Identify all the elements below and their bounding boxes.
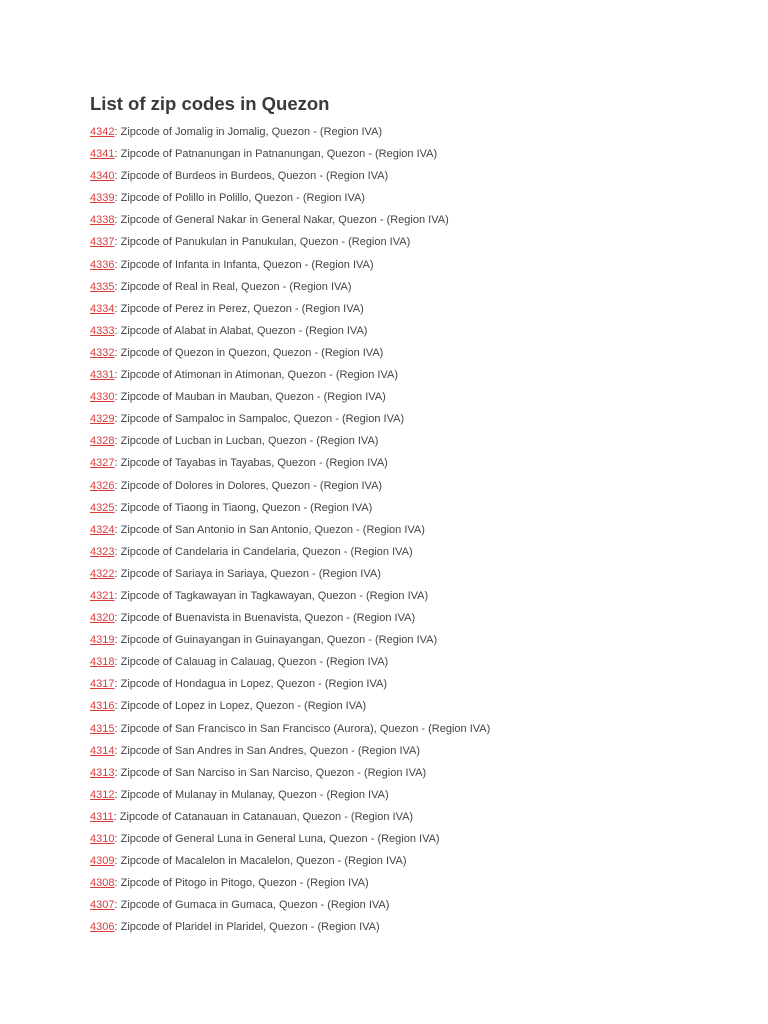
separator: :: [114, 899, 121, 912]
list-item: [90, 740, 730, 762]
zip-code-link[interactable]: 4317: [90, 678, 115, 691]
zip-code-link[interactable]: 4311: [90, 810, 114, 823]
zip-code-link[interactable]: 4342: [90, 126, 115, 138]
separator: :: [114, 501, 121, 514]
list-item: [90, 143, 730, 165]
separator: :: [114, 545, 121, 558]
list-item: [90, 563, 730, 585]
zip-code-link[interactable]: 4325: [90, 501, 115, 514]
list-item: [90, 629, 730, 651]
separator: :: [114, 921, 121, 934]
zip-code-link[interactable]: 4312: [90, 788, 115, 801]
list-item: [90, 254, 730, 276]
document-content: [90, 90, 730, 938]
zip-code-link[interactable]: 4337: [90, 236, 115, 249]
list-item: [90, 342, 730, 364]
zip-code-description: Zipcode of Candelaria in Candelaria, Quezon - (Region IVA): [120, 545, 413, 558]
zip-code-link[interactable]: 4309: [90, 855, 115, 868]
zip-code-description: Zipcode of Mulanay in Mulanay, Quezon - (Region IVA): [120, 788, 389, 801]
list-item: [90, 673, 730, 695]
separator: :: [114, 612, 121, 625]
zip-code-link[interactable]: 4332: [90, 346, 115, 359]
zip-code-description: Zipcode of San Francisco in San Francisco (Aurora), Quezon - (Region IVA): [120, 722, 491, 735]
separator: :: [114, 722, 121, 735]
zip-code-link[interactable]: 4313: [90, 766, 115, 779]
zip-code-link[interactable]: 4319: [90, 634, 115, 647]
zip-code-description: Zipcode of Dolores in Dolores, Quezon - (Region IVA): [120, 479, 383, 492]
zip-code-link[interactable]: 4324: [90, 523, 115, 536]
separator: :: [114, 700, 121, 713]
zip-code-description: Zipcode of San Narciso in San Narciso, Quezon - (Region IVA): [120, 766, 427, 779]
zip-code-description: Zipcode of Burdeos in Burdeos, Quezon - (Region IVA): [120, 170, 389, 183]
list-item: [90, 475, 730, 497]
zip-code-description: Zipcode of Mauban in Mauban, Quezon - (Region IVA): [120, 391, 386, 404]
list-item: [90, 187, 730, 209]
zip-code-description: Zipcode of San Antonio in San Antonio, Quezon - (Region IVA): [120, 523, 425, 536]
list-item: [90, 916, 730, 938]
separator: :: [114, 479, 121, 492]
zip-code-description: Zipcode of Lucban in Lucban, Quezon - (Region IVA): [120, 435, 379, 448]
separator: :: [114, 148, 121, 161]
zip-code-link[interactable]: 4318: [90, 656, 115, 669]
zip-code-description: Zipcode of Sariaya in Sariaya, Quezon - (Region IVA): [120, 567, 381, 580]
list-item: [90, 585, 730, 607]
zip-code-link[interactable]: 4328: [90, 435, 115, 448]
separator: :: [114, 656, 121, 669]
zip-code-description: Zipcode of Hondagua in Lopez, Quezon - (Region IVA): [120, 678, 388, 691]
zip-code-description: Zipcode of Guinayangan in Guinayangan, Quezon - (Region IVA): [120, 634, 438, 647]
separator: :: [113, 810, 120, 823]
separator: :: [114, 435, 121, 448]
list-item: [90, 519, 730, 541]
zip-code-link[interactable]: 4320: [90, 612, 115, 625]
list-item: [90, 408, 730, 430]
zip-code-description: Zipcode of Polillo in Polillo, Quezon - (Region IVA): [120, 192, 365, 205]
zip-code-description: Zipcode of Macalelon in Macalelon, Quezon - (Region IVA): [120, 855, 407, 868]
separator: :: [114, 833, 121, 845]
separator: :: [114, 280, 121, 293]
separator: :: [114, 413, 121, 426]
zip-code-description: Zipcode of General Luna in General Luna, Quezon - (Region IVA): [120, 833, 440, 845]
zip-code-link[interactable]: 4323: [90, 545, 115, 558]
list-item: [90, 651, 730, 673]
separator: :: [114, 744, 121, 757]
list-item: [90, 452, 730, 474]
list-item: [90, 762, 730, 784]
list-item: [90, 121, 730, 143]
zip-code-description: Zipcode of Buenavista in Buenavista, Quezon - (Region IVA): [120, 612, 416, 625]
zip-code-link[interactable]: 4338: [90, 214, 115, 227]
list-item: [90, 165, 730, 187]
zip-code-link[interactable]: 4334: [90, 302, 115, 315]
zip-code-description: Zipcode of Jomalig in Jomalig, Quezon - (Region IVA): [120, 126, 383, 138]
separator: :: [114, 877, 121, 890]
list-item: [90, 695, 730, 717]
zip-code-description: Zipcode of Quezon in Quezon, Quezon - (Region IVA): [120, 346, 384, 359]
zip-code-link[interactable]: 4308: [90, 877, 115, 890]
zip-code-description: Zipcode of General Nakar in General Nakar, Quezon - (Region IVA): [120, 214, 449, 227]
list-item: [90, 894, 730, 916]
zip-code-description: Zipcode of Tagkawayan in Tagkawayan, Quezon - (Region IVA): [120, 589, 429, 602]
zip-code-link[interactable]: 4329: [90, 413, 115, 426]
list-item: [90, 209, 730, 231]
zip-code-link[interactable]: 4333: [90, 324, 115, 337]
zip-code-link[interactable]: 4339: [90, 192, 115, 205]
zip-code-link[interactable]: 4340: [90, 170, 115, 183]
zip-code-description: Zipcode of Alabat in Alabat, Quezon - (Region IVA): [120, 324, 368, 337]
separator: :: [114, 324, 121, 337]
zip-code-description: Zipcode of Lopez in Lopez, Quezon - (Region IVA): [120, 700, 367, 713]
list-item: [90, 276, 730, 298]
zip-code-description: Zipcode of Pitogo in Pitogo, Quezon - (Region IVA): [120, 877, 369, 890]
separator: :: [114, 192, 121, 205]
page-title: List of zip codes in Quezon: [90, 93, 330, 114]
list-item: [90, 320, 730, 342]
zip-code-description: Zipcode of Atimonan in Atimonan, Quezon - (Region IVA): [120, 369, 398, 382]
separator: :: [114, 678, 121, 691]
zip-code-description: Zipcode of Infanta in Infanta, Quezon - (Region IVA): [120, 258, 374, 271]
list-item: [90, 364, 730, 386]
list-item: [90, 541, 730, 563]
zip-code-description: Zipcode of Tayabas in Tayabas, Quezon - (Region IVA): [120, 457, 388, 470]
separator: :: [114, 369, 121, 382]
separator: :: [114, 589, 121, 602]
zip-code-link[interactable]: 4331: [90, 369, 115, 382]
zip-code-link[interactable]: 4314: [90, 744, 115, 757]
list-item: [90, 828, 730, 850]
separator: :: [114, 634, 121, 647]
list-item: [90, 430, 730, 452]
separator: :: [114, 170, 121, 183]
zip-code-link[interactable]: 4315: [90, 722, 115, 735]
separator: :: [114, 236, 121, 249]
list-item: [90, 298, 730, 320]
zip-code-description: Zipcode of Calauag in Calauag, Quezon - (Region IVA): [120, 656, 389, 669]
zip-code-description: Zipcode of Real in Real, Quezon - (Region IVA): [120, 280, 352, 293]
zip-code-link[interactable]: 4341: [90, 148, 115, 161]
separator: :: [114, 523, 121, 536]
zip-code-link[interactable]: 4326: [90, 479, 115, 492]
zip-code-link[interactable]: 4316: [90, 700, 115, 713]
separator: :: [114, 855, 121, 868]
list-item: [90, 806, 730, 828]
zip-code-link[interactable]: 4322: [90, 567, 115, 580]
separator: :: [114, 346, 121, 359]
list-item: [90, 784, 730, 806]
separator: :: [114, 391, 121, 404]
zip-code-link[interactable]: 4327: [90, 457, 115, 470]
separator: :: [114, 258, 121, 271]
list-item: [90, 386, 730, 408]
separator: :: [114, 214, 121, 227]
separator: :: [114, 302, 121, 315]
list-item: [90, 497, 730, 519]
zip-code-link[interactable]: 4330: [90, 391, 115, 404]
zip-code-description: Zipcode of Gumaca in Gumaca, Quezon - (Region IVA): [120, 899, 390, 912]
zip-code-description: Zipcode of Plaridel in Plaridel, Quezon - (Region IVA): [120, 921, 380, 934]
separator: :: [114, 567, 121, 580]
zip-code-description: Zipcode of Tiaong in Tiaong, Quezon - (Region IVA): [120, 501, 373, 514]
zip-code-link[interactable]: 4310: [90, 833, 115, 845]
list-item: [90, 607, 730, 629]
zip-code-description: Zipcode of Patnanungan in Patnanungan, Quezon - (Region IVA): [120, 148, 438, 161]
list-item: [90, 231, 730, 253]
zip-code-description: Zipcode of Perez in Perez, Quezon - (Region IVA): [120, 302, 364, 315]
separator: :: [114, 788, 121, 801]
zip-code-link[interactable]: 4307: [90, 899, 115, 912]
zip-code-description: Zipcode of San Andres in San Andres, Quezon - (Region IVA): [120, 744, 421, 757]
separator: :: [114, 766, 121, 779]
zip-code-description: Zipcode of Panukulan in Panukulan, Quezon - (Region IVA): [120, 236, 411, 249]
zip-code-link[interactable]: 4321: [90, 589, 115, 602]
zip-code-link[interactable]: 4306: [90, 921, 115, 934]
list-item: [90, 850, 730, 872]
zip-code-description: Zipcode of Catanauan in Catanauan, Quezon - (Region IVA): [119, 810, 414, 823]
list-item: [90, 872, 730, 894]
separator: :: [114, 126, 121, 138]
separator: :: [114, 457, 121, 470]
zip-code-description: Zipcode of Sampaloc in Sampaloc, Quezon - (Region IVA): [120, 413, 405, 426]
list-item: [90, 718, 730, 740]
zip-code-link[interactable]: 4336: [90, 258, 115, 271]
zip-code-link[interactable]: 4335: [90, 280, 115, 293]
zip-code-list: [90, 121, 730, 938]
